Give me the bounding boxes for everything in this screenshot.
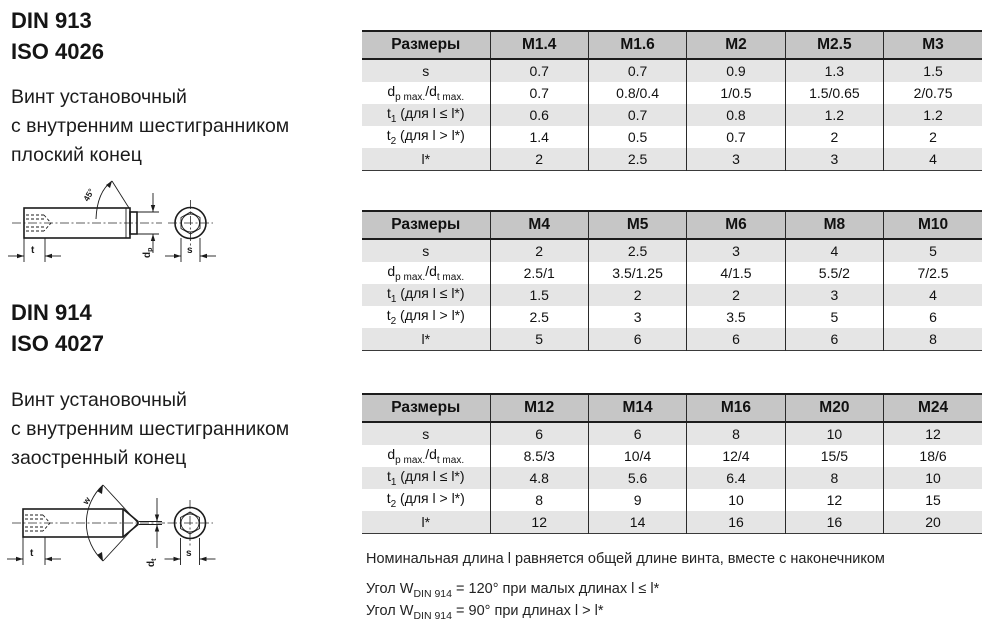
point-diameter-label: $d_p$ [142, 247, 154, 258]
row-label [362, 262, 490, 284]
text-segment: d [387, 83, 396, 100]
text-segment: /d [425, 446, 437, 463]
subscript-text: DIN 914 [413, 587, 452, 600]
value-cell: 2 [785, 126, 883, 148]
value-cell: 0.7 [687, 126, 785, 148]
row-label [362, 422, 490, 445]
subscript-text: p max. [395, 454, 426, 466]
value-cell: 1.2 [884, 104, 982, 126]
value-cell: 5 [785, 306, 883, 328]
value-cell: 8 [687, 422, 785, 445]
wrench-size-label: s [187, 245, 193, 256]
value-cell: 0.8 [687, 104, 785, 126]
value-cell: 4 [785, 239, 883, 262]
row-label [362, 148, 490, 171]
standard-heading-din914 [11, 297, 104, 359]
socket-depth-label: t [30, 548, 34, 559]
value-cell: 0.7 [588, 104, 686, 126]
description-line: с внутренним шестигранником [11, 115, 290, 137]
value-cell: 9 [588, 489, 686, 511]
size-column-header: M10 [884, 211, 982, 239]
size-column-header: M5 [588, 211, 686, 239]
value-cell: 6 [588, 328, 686, 351]
row-label [362, 511, 490, 534]
subscript-text: 1 [390, 113, 397, 125]
value-cell: 15 [884, 489, 982, 511]
value-cell: 0.9 [687, 59, 785, 82]
value-cell: 12/4 [687, 445, 785, 467]
text-segment: d [387, 446, 396, 463]
text-segment: s [422, 426, 430, 442]
text-segment: l* [421, 151, 431, 167]
value-cell: 15/5 [785, 445, 883, 467]
value-cell: 4.8 [490, 467, 588, 489]
value-cell: 6 [785, 328, 883, 351]
subscript-text: 2 [390, 498, 397, 510]
value-cell: 18/6 [884, 445, 982, 467]
table-corner-header: Размеры [362, 211, 490, 239]
value-cell: 12 [785, 489, 883, 511]
value-cell: 8.5/3 [490, 445, 588, 467]
description-line: Винт установочный [11, 389, 187, 411]
table-row [362, 467, 982, 489]
row-label [362, 467, 490, 489]
row-label [362, 239, 490, 262]
value-cell: 2 [588, 284, 686, 306]
text-segment: Номинальная длина l равняется общей длине винта, вместе с наконечником [366, 551, 885, 567]
value-cell: 10/4 [588, 445, 686, 467]
table-row [362, 284, 982, 306]
point-angle-label: w [80, 494, 93, 507]
value-cell: 8 [785, 467, 883, 489]
standard-iso: ISO 4027 [11, 331, 104, 356]
size-column-header: M14 [588, 394, 686, 422]
wrench-size-label: s [186, 548, 192, 559]
row-label [362, 306, 490, 328]
table-row [362, 489, 982, 511]
dimension-table [362, 393, 982, 534]
value-cell: 3 [687, 148, 785, 171]
table-row [362, 239, 982, 262]
size-column-header: M16 [687, 394, 785, 422]
description-din913 [11, 83, 289, 170]
value-cell: 16 [785, 511, 883, 534]
standard-din: DIN 913 [11, 8, 92, 33]
table-row [362, 445, 982, 467]
dimension-table [362, 30, 982, 171]
value-cell: 3.5 [687, 306, 785, 328]
table-row [362, 328, 982, 351]
value-cell: 3 [687, 239, 785, 262]
subscript-text: t max. [436, 454, 465, 466]
cone-point-set-screw-drawing [4, 472, 236, 584]
standard-heading-din913 [11, 5, 104, 67]
text-segment: (для l > l*) [396, 490, 465, 507]
value-cell: 10 [687, 489, 785, 511]
text-segment: = 120° при малых длинах l ≤ l* [451, 581, 660, 597]
value-cell: 5.5/2 [785, 262, 883, 284]
row-label [362, 59, 490, 82]
value-cell: 3 [785, 148, 883, 171]
value-cell: 1/0.5 [687, 82, 785, 104]
value-cell: 4 [884, 284, 982, 306]
subscript-text: p max. [395, 271, 426, 283]
description-line: плоский конец [11, 144, 142, 166]
value-cell: 10 [884, 467, 982, 489]
table-row [362, 422, 982, 445]
value-cell: 6 [687, 328, 785, 351]
text-segment: l* [421, 331, 431, 347]
table-row [362, 104, 982, 126]
size-column-header: M1.4 [490, 31, 588, 59]
size-column-header: M4 [490, 211, 588, 239]
value-cell: 1.3 [785, 59, 883, 82]
table-row [362, 82, 982, 104]
subscript-text: t max. [436, 91, 465, 103]
note-angle-120 [366, 581, 659, 600]
row-label [362, 284, 490, 306]
size-column-header: M3 [884, 31, 982, 59]
text-segment: (для l ≤ l*) [396, 105, 465, 122]
value-cell: 5 [490, 328, 588, 351]
value-cell: 20 [884, 511, 982, 534]
text-segment: d [387, 263, 396, 280]
flat-point-set-screw-drawing [4, 172, 236, 272]
subscript-text: 2 [390, 135, 397, 147]
row-label [362, 445, 490, 467]
row-label [362, 82, 490, 104]
value-cell: 1.5 [884, 59, 982, 82]
value-cell: 6 [490, 422, 588, 445]
value-cell: 3 [785, 284, 883, 306]
value-cell: 3 [588, 306, 686, 328]
value-cell: 0.8/0.4 [588, 82, 686, 104]
text-segment: l* [421, 514, 431, 530]
size-column-header: M2 [687, 31, 785, 59]
description-line: Винт установочный [11, 86, 187, 108]
text-segment: s [422, 63, 430, 79]
table-corner-header: Размеры [362, 31, 490, 59]
value-cell: 0.7 [490, 82, 588, 104]
value-cell: 2.5 [588, 239, 686, 262]
table-row [362, 148, 982, 171]
size-column-header: M8 [785, 211, 883, 239]
value-cell: 14 [588, 511, 686, 534]
text-segment: (для l ≤ l*) [396, 468, 465, 485]
note-angle-90 [366, 603, 604, 622]
table-corner-header: Размеры [362, 394, 490, 422]
text-segment: t [386, 490, 391, 507]
table-row [362, 126, 982, 148]
value-cell: 2/0.75 [884, 82, 982, 104]
value-cell: 2.5/1 [490, 262, 588, 284]
value-cell: 0.7 [490, 59, 588, 82]
subscript-text: 2 [390, 315, 397, 327]
value-cell: 6.4 [687, 467, 785, 489]
chamfer-angle-label: 45° [81, 186, 97, 203]
value-cell: 1.4 [490, 126, 588, 148]
value-cell: 6 [588, 422, 686, 445]
table-row [362, 511, 982, 534]
subscript-text: t max. [436, 271, 465, 283]
table-row [362, 59, 982, 82]
text-segment: s [422, 243, 430, 259]
value-cell: 0.5 [588, 126, 686, 148]
table-row [362, 306, 982, 328]
value-cell: 12 [490, 511, 588, 534]
row-label [362, 489, 490, 511]
value-cell: 7/2.5 [884, 262, 982, 284]
text-segment: /d [425, 263, 437, 280]
value-cell: 5 [884, 239, 982, 262]
value-cell: 2 [490, 239, 588, 262]
text-segment: (для l > l*) [396, 307, 465, 324]
standard-din: DIN 914 [11, 300, 92, 325]
text-segment: (для l > l*) [396, 127, 465, 144]
value-cell: 0.7 [588, 59, 686, 82]
value-cell: 2 [687, 284, 785, 306]
text-segment: /d [425, 83, 437, 100]
dimension-table-m12-m24 [362, 393, 982, 534]
text-segment: Угол W [366, 603, 414, 619]
text-segment: t [386, 285, 391, 302]
socket-depth-label: t [31, 245, 35, 256]
subscript-text: 1 [390, 476, 397, 488]
row-label [362, 104, 490, 126]
text-segment: t [386, 307, 391, 324]
text-segment: = 90° при длинах l > l* [451, 603, 604, 619]
subscript-text: p max. [395, 91, 426, 103]
value-cell: 1.2 [785, 104, 883, 126]
size-column-header: M1.6 [588, 31, 686, 59]
value-cell: 8 [490, 489, 588, 511]
value-cell: 3.5/1.25 [588, 262, 686, 284]
size-column-header: M20 [785, 394, 883, 422]
note-nominal-length [366, 551, 885, 567]
value-cell: 1.5/0.65 [785, 82, 883, 104]
value-cell: 16 [687, 511, 785, 534]
size-column-header: M6 [687, 211, 785, 239]
value-cell: 6 [884, 306, 982, 328]
value-cell: 1.5 [490, 284, 588, 306]
description-din914 [11, 386, 289, 473]
value-cell: 2 [490, 148, 588, 171]
dimension-table [362, 210, 982, 351]
row-label [362, 328, 490, 351]
value-cell: 2.5 [490, 306, 588, 328]
point-diameter-label: $d_t$ [146, 558, 158, 567]
value-cell: 2 [884, 126, 982, 148]
row-label [362, 126, 490, 148]
value-cell: 2.5 [588, 148, 686, 171]
subscript-text: 1 [390, 293, 397, 305]
size-column-header: M24 [884, 394, 982, 422]
value-cell: 4 [884, 148, 982, 171]
description-line: заостренный конец [11, 447, 187, 469]
text-segment: t [386, 127, 391, 144]
value-cell: 4/1.5 [687, 262, 785, 284]
table-row [362, 262, 982, 284]
value-cell: 10 [785, 422, 883, 445]
value-cell: 12 [884, 422, 982, 445]
value-cell: 5.6 [588, 467, 686, 489]
text-segment: t [386, 468, 391, 485]
text-segment: (для l ≤ l*) [396, 285, 465, 302]
standard-iso: ISO 4026 [11, 39, 104, 64]
size-column-header: M2.5 [785, 31, 883, 59]
text-segment: Угол W [366, 581, 414, 597]
value-cell: 0.6 [490, 104, 588, 126]
dimension-table-m1_4-m3 [362, 30, 982, 171]
subscript-text: DIN 914 [413, 609, 452, 622]
value-cell: 8 [884, 328, 982, 351]
dimension-table-m4-m10 [362, 210, 982, 351]
text-segment: t [386, 105, 391, 122]
description-line: с внутренним шестигранником [11, 418, 290, 440]
size-column-header: M12 [490, 394, 588, 422]
